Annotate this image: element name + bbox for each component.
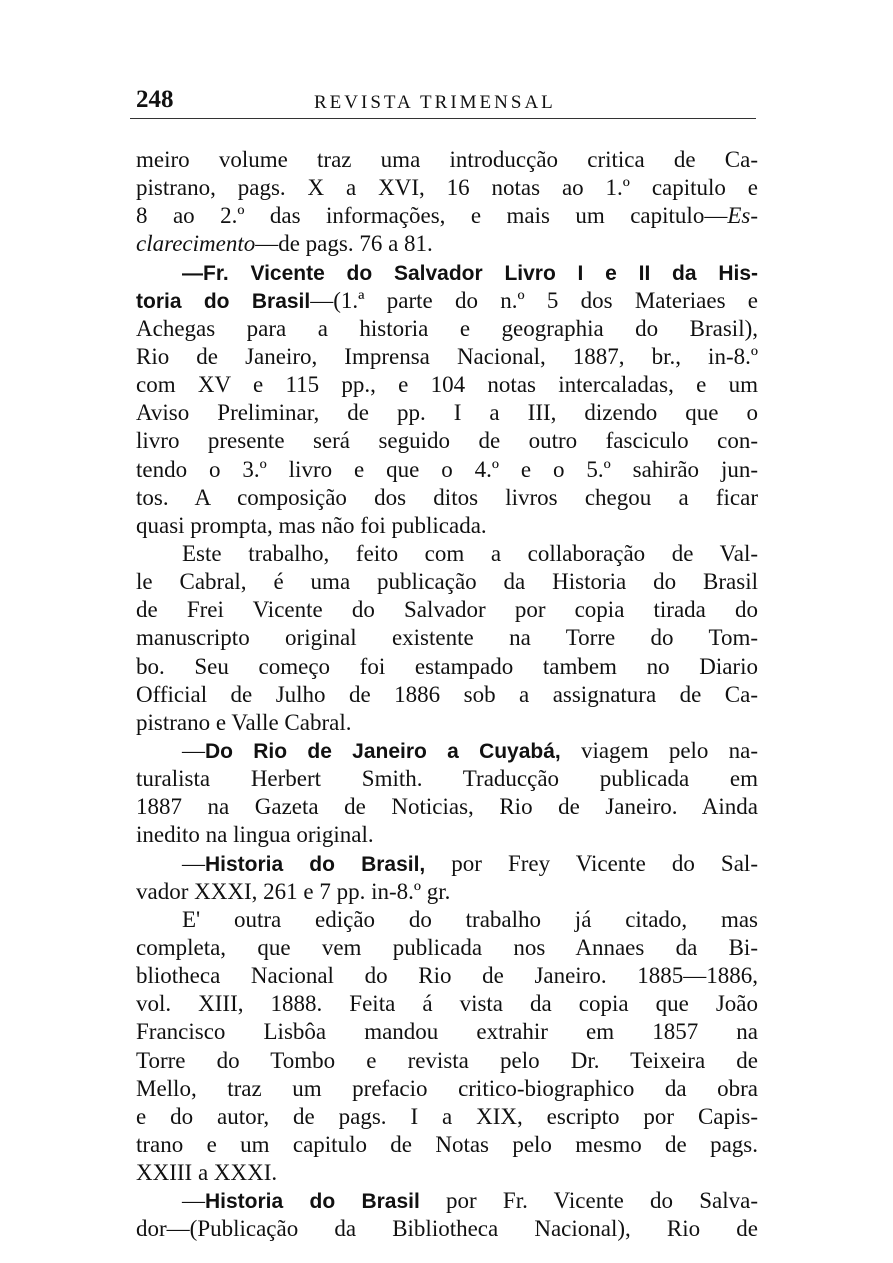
text-segment: Rio de Janeiro, Imprensa Nacional, 1887, br., in-8.º [136,343,758,369]
text-line [136,1103,758,1131]
text-line [136,709,758,737]
text-line [136,765,758,793]
text-line [136,793,758,821]
text-line [136,1215,758,1243]
text-segment: inedito na lingua original. [136,822,374,848]
bold-title-text: —Fr. Vicente do Salvador Livro I e II da His- [182,261,758,285]
text-line [136,1159,758,1187]
text-segment: de Frei Vicente do Salvador por copia tirada do [136,597,758,623]
italic-text: clarecimento [136,231,256,257]
text-segment: le Cabral, é uma publicação da Historia do Brasil [136,569,758,595]
italic-text: Es- [727,203,758,229]
page-header [136,86,756,126]
text-segment: Aviso Preliminar, de pp. I a III, dizendo que o [136,400,758,426]
text-segment: por Fr. Vicente do Salva- [419,1188,758,1214]
text-segment: bo. Seu começo foi estampado tambem no Diario [136,653,758,679]
text-line [136,906,758,934]
text-line [136,1047,758,1075]
text-line [136,202,758,230]
text-segment: E' outra edição do trabalho já citado, mas [182,906,758,932]
text-line [136,540,758,568]
text-segment: Francisco Lisbôa mandou extrahir em 1857 na [136,1019,758,1045]
text-line [136,146,758,174]
text-line [136,653,758,681]
text-line [136,878,758,906]
text-segment: trano e um capitulo de Notas pelo mesmo de pags. [136,1131,758,1157]
text-segment: quasi prompta, mas não foi publicada. [136,512,487,538]
text-segment: — [182,1188,205,1214]
text-line [136,1075,758,1103]
text-segment: completa, que vem publicada nos Annaes da Bi- [136,934,758,960]
text-line [136,737,758,765]
text-line [136,259,758,287]
text-segment: livro presente será seguido de outro fasciculo con- [136,428,758,454]
text-line [136,990,758,1018]
text-line [136,1018,758,1046]
text-segment: — [182,737,205,763]
text-segment: Official de Julho de 1886 sob a assignatura de Ca- [136,681,758,707]
text-segment: vol. XIII, 1888. Feita á vista da copia que João [136,991,758,1017]
text-line [136,315,758,343]
text-line [136,850,758,878]
text-segment: manuscripto original existente na Torre do Tom- [136,625,758,651]
text-line [136,681,758,709]
text-segment: dor—(Publicação da Bibliotheca Nacional), Rio de [136,1216,758,1242]
text-line [136,962,758,990]
text-segment: vador XXXI, 261 e 7 pp. in-8.º gr. [136,878,451,904]
page-number: 248 [136,86,174,113]
text-segment: pistrano e Valle Cabral. [136,709,352,735]
text-segment: Este trabalho, feito com a collaboração de Val- [182,540,758,566]
text-segment: Mello, traz um prefacio critico-biographico da obra [136,1075,758,1101]
text-segment: Achegas para a historia e geographia do Brasil), [136,315,758,341]
text-segment: turalista Herbert Smith. Traducção publicada em [136,766,758,792]
body-text [136,146,758,1243]
text-line [136,821,758,849]
text-line [136,934,758,962]
text-segment: por Frey Vicente do Sal- [425,850,758,876]
text-line [136,484,758,512]
text-segment: meiro volume traz uma introducção critica de Ca- [136,147,758,172]
text-line [136,287,758,315]
text-segment: e do autor, de pags. I a XIX, escripto por Capis- [136,1103,758,1129]
text-line [136,568,758,596]
text-line [136,371,758,399]
text-segment: 8 ao 2.º das informações, e mais um capitulo— [136,203,728,229]
text-segment: pistrano, pags. X a XVI, 16 notas ao 1.º capitulo e [136,175,758,201]
text-line [136,1131,758,1159]
text-line [136,456,758,484]
text-line [136,174,758,202]
text-segment: viagem pelo na- [560,737,758,763]
text-line [136,230,758,258]
text-segment: bliotheca Nacional do Rio de Janeiro. 1885—1886, [136,963,758,989]
text-line [136,596,758,624]
text-segment: tos. A composição dos ditos livros chegou a ficar [136,484,758,510]
text-line [136,399,758,427]
bold-title-text: Historia do Brasil, [205,852,426,876]
text-segment: com XV e 115 pp., e 104 notas intercaladas, e um [136,372,758,398]
text-line [136,1187,758,1215]
bold-title-text: Historia do Brasil [205,1190,420,1214]
text-segment: — [182,850,205,876]
text-segment: XXIII a XXXI. [136,1160,278,1186]
text-line [136,624,758,652]
running-title: REVISTA TRIMENSAL [314,92,556,113]
text-line [136,343,758,371]
text-segment: tendo o 3.º livro e que o 4.º e o 5.º sahirão jun- [136,456,758,482]
bold-title-text: toria do Brasil [136,289,311,313]
text-segment: Torre do Tombo e revista pelo Dr. Teixeira de [136,1047,758,1073]
text-segment: —(1.ª parte do n.º 5 dos Materiaes e [310,287,758,313]
text-line [136,427,758,455]
text-segment: 1887 na Gazeta de Noticias, Rio de Janeiro. Ainda [136,794,758,820]
text-line [136,512,758,540]
header-rule [130,118,756,119]
text-segment: —de pags. 76 a 81. [255,231,433,257]
bold-title-text: Do Rio de Janeiro a Cuyabá, [205,739,561,763]
